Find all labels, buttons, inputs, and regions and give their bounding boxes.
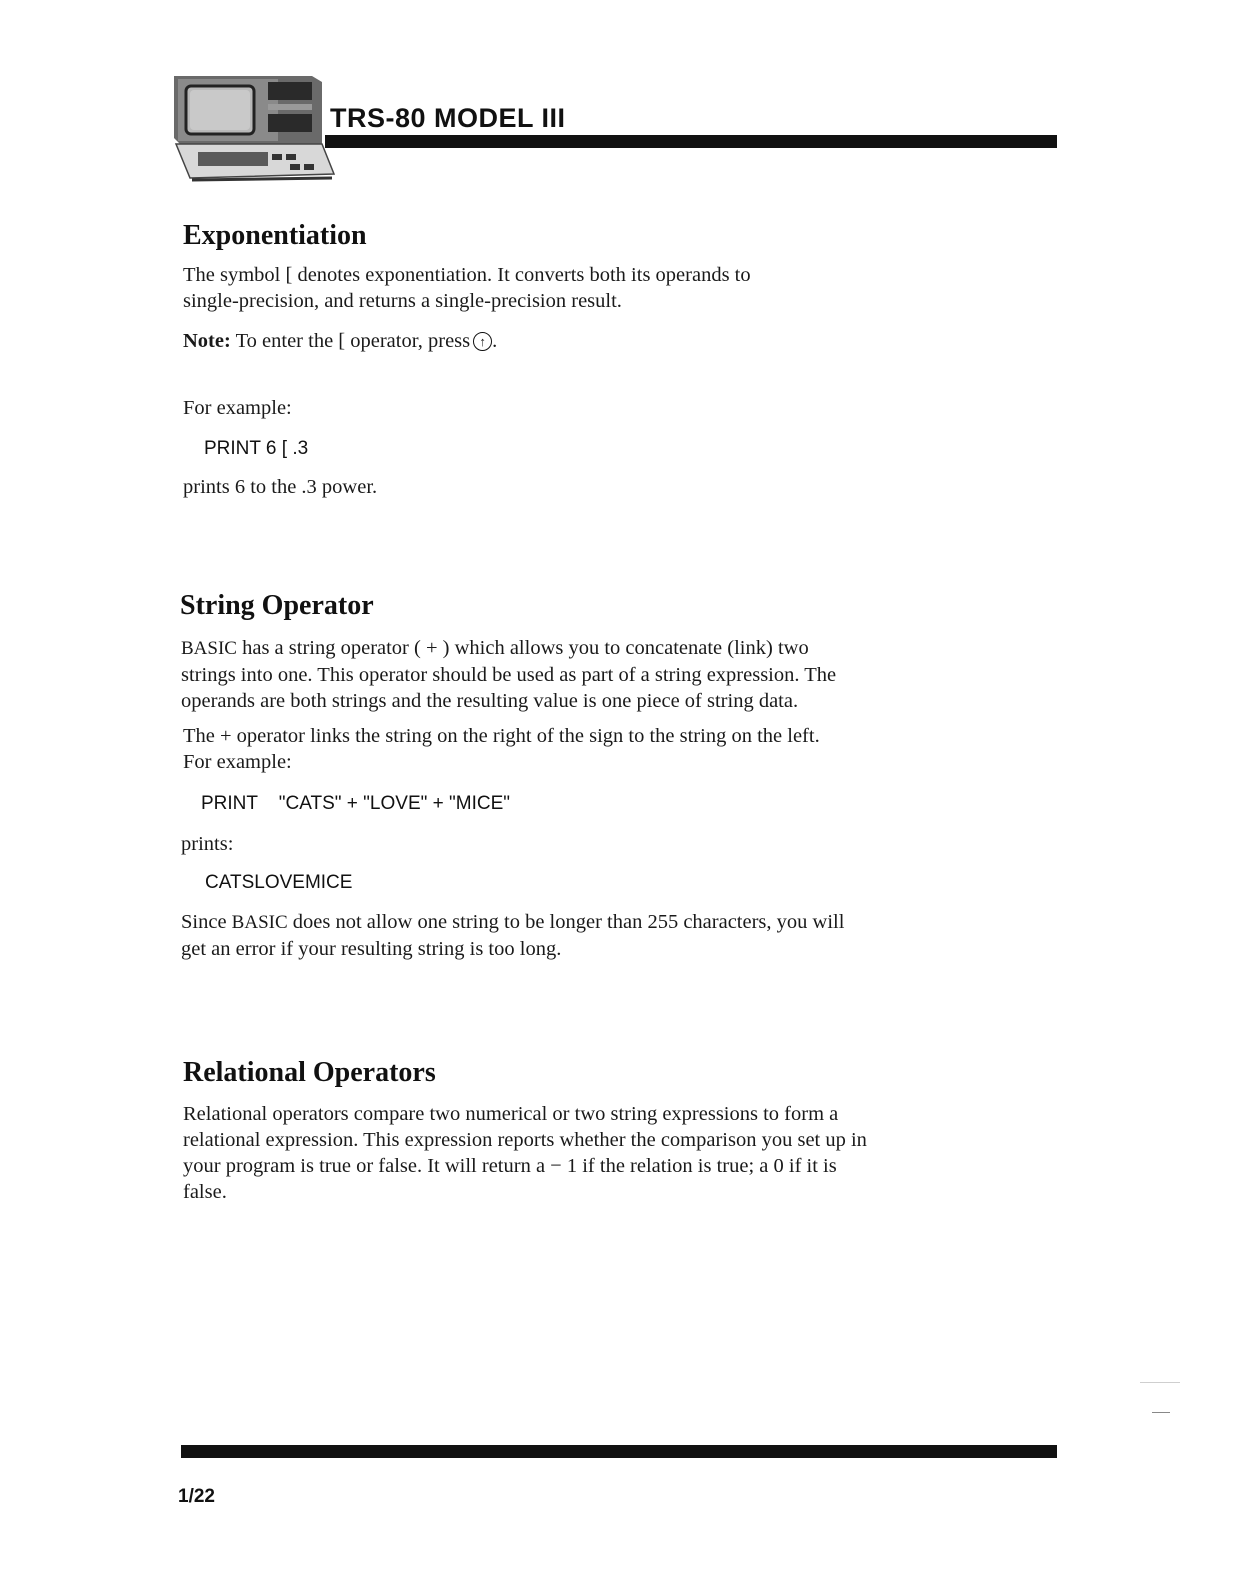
- string-operator-para1: [181, 635, 861, 714]
- exponentiation-heading: Exponentiation: [183, 220, 367, 251]
- basic-label: BASIC: [231, 912, 288, 933]
- string-operator-code: PRINT "CATS" + "LOVE" + "MICE": [201, 793, 511, 814]
- note-text: To enter the [ operator, press: [235, 330, 471, 352]
- basic-label: BASIC: [181, 638, 237, 659]
- para3-rest: does not allow one string to be longer than 255 characters, you will get an error if your resulting string is too long.: [181, 911, 845, 960]
- relational-operators-text: Relational operators compare two numerical or two string expressions to form a relational expression. This expression reports whether the comparison you set up in your program is true or false. It will return a − 1 if the relation is true; a 0 if it is false.: [183, 1103, 867, 1203]
- prints-label: prints:: [181, 833, 234, 855]
- string-operator-heading: String Operator: [180, 590, 374, 621]
- exponentiation-text: The symbol [ denotes exponentiation. It converts both its operands to single-precision, and returns a single-precision result.: [183, 264, 751, 312]
- footer-rule: [181, 1445, 1057, 1458]
- up-arrow-key-icon: ↑: [473, 332, 492, 351]
- relational-operators-heading: Relational Operators: [183, 1057, 436, 1088]
- header-title: TRS-80 MODEL III: [330, 103, 566, 133]
- string-operator-para1-text: has a string operator ( + ) which allows you to concatenate (link) two strings into one. This operator should be used as part of a string expression. The operands are both strings and the resulting value is one piece of string data.: [181, 637, 837, 712]
- exponentiation-note: [183, 328, 883, 354]
- example-intro: For example:: [183, 397, 292, 419]
- page-number: 1/22: [178, 1486, 215, 1507]
- exponentiation-result: prints 6 to the .3 power.: [183, 476, 378, 498]
- string-operator-para3: [181, 909, 861, 962]
- exponentiation-code: PRINT 6 [ .3: [204, 438, 309, 459]
- header-rule: [325, 135, 1057, 148]
- scan-artifact: [1152, 1412, 1170, 1413]
- trs80-computer-illustration: [172, 74, 338, 184]
- note-end: .: [492, 330, 498, 352]
- string-operator-output: CATSLOVEMICE: [205, 872, 353, 893]
- string-operator-para2: The + operator links the string on the right of the sign to the string on the left. For example:: [183, 725, 820, 773]
- para3-start: Since: [181, 911, 227, 933]
- note-label: Note:: [183, 330, 231, 352]
- scan-artifact: [1140, 1382, 1180, 1383]
